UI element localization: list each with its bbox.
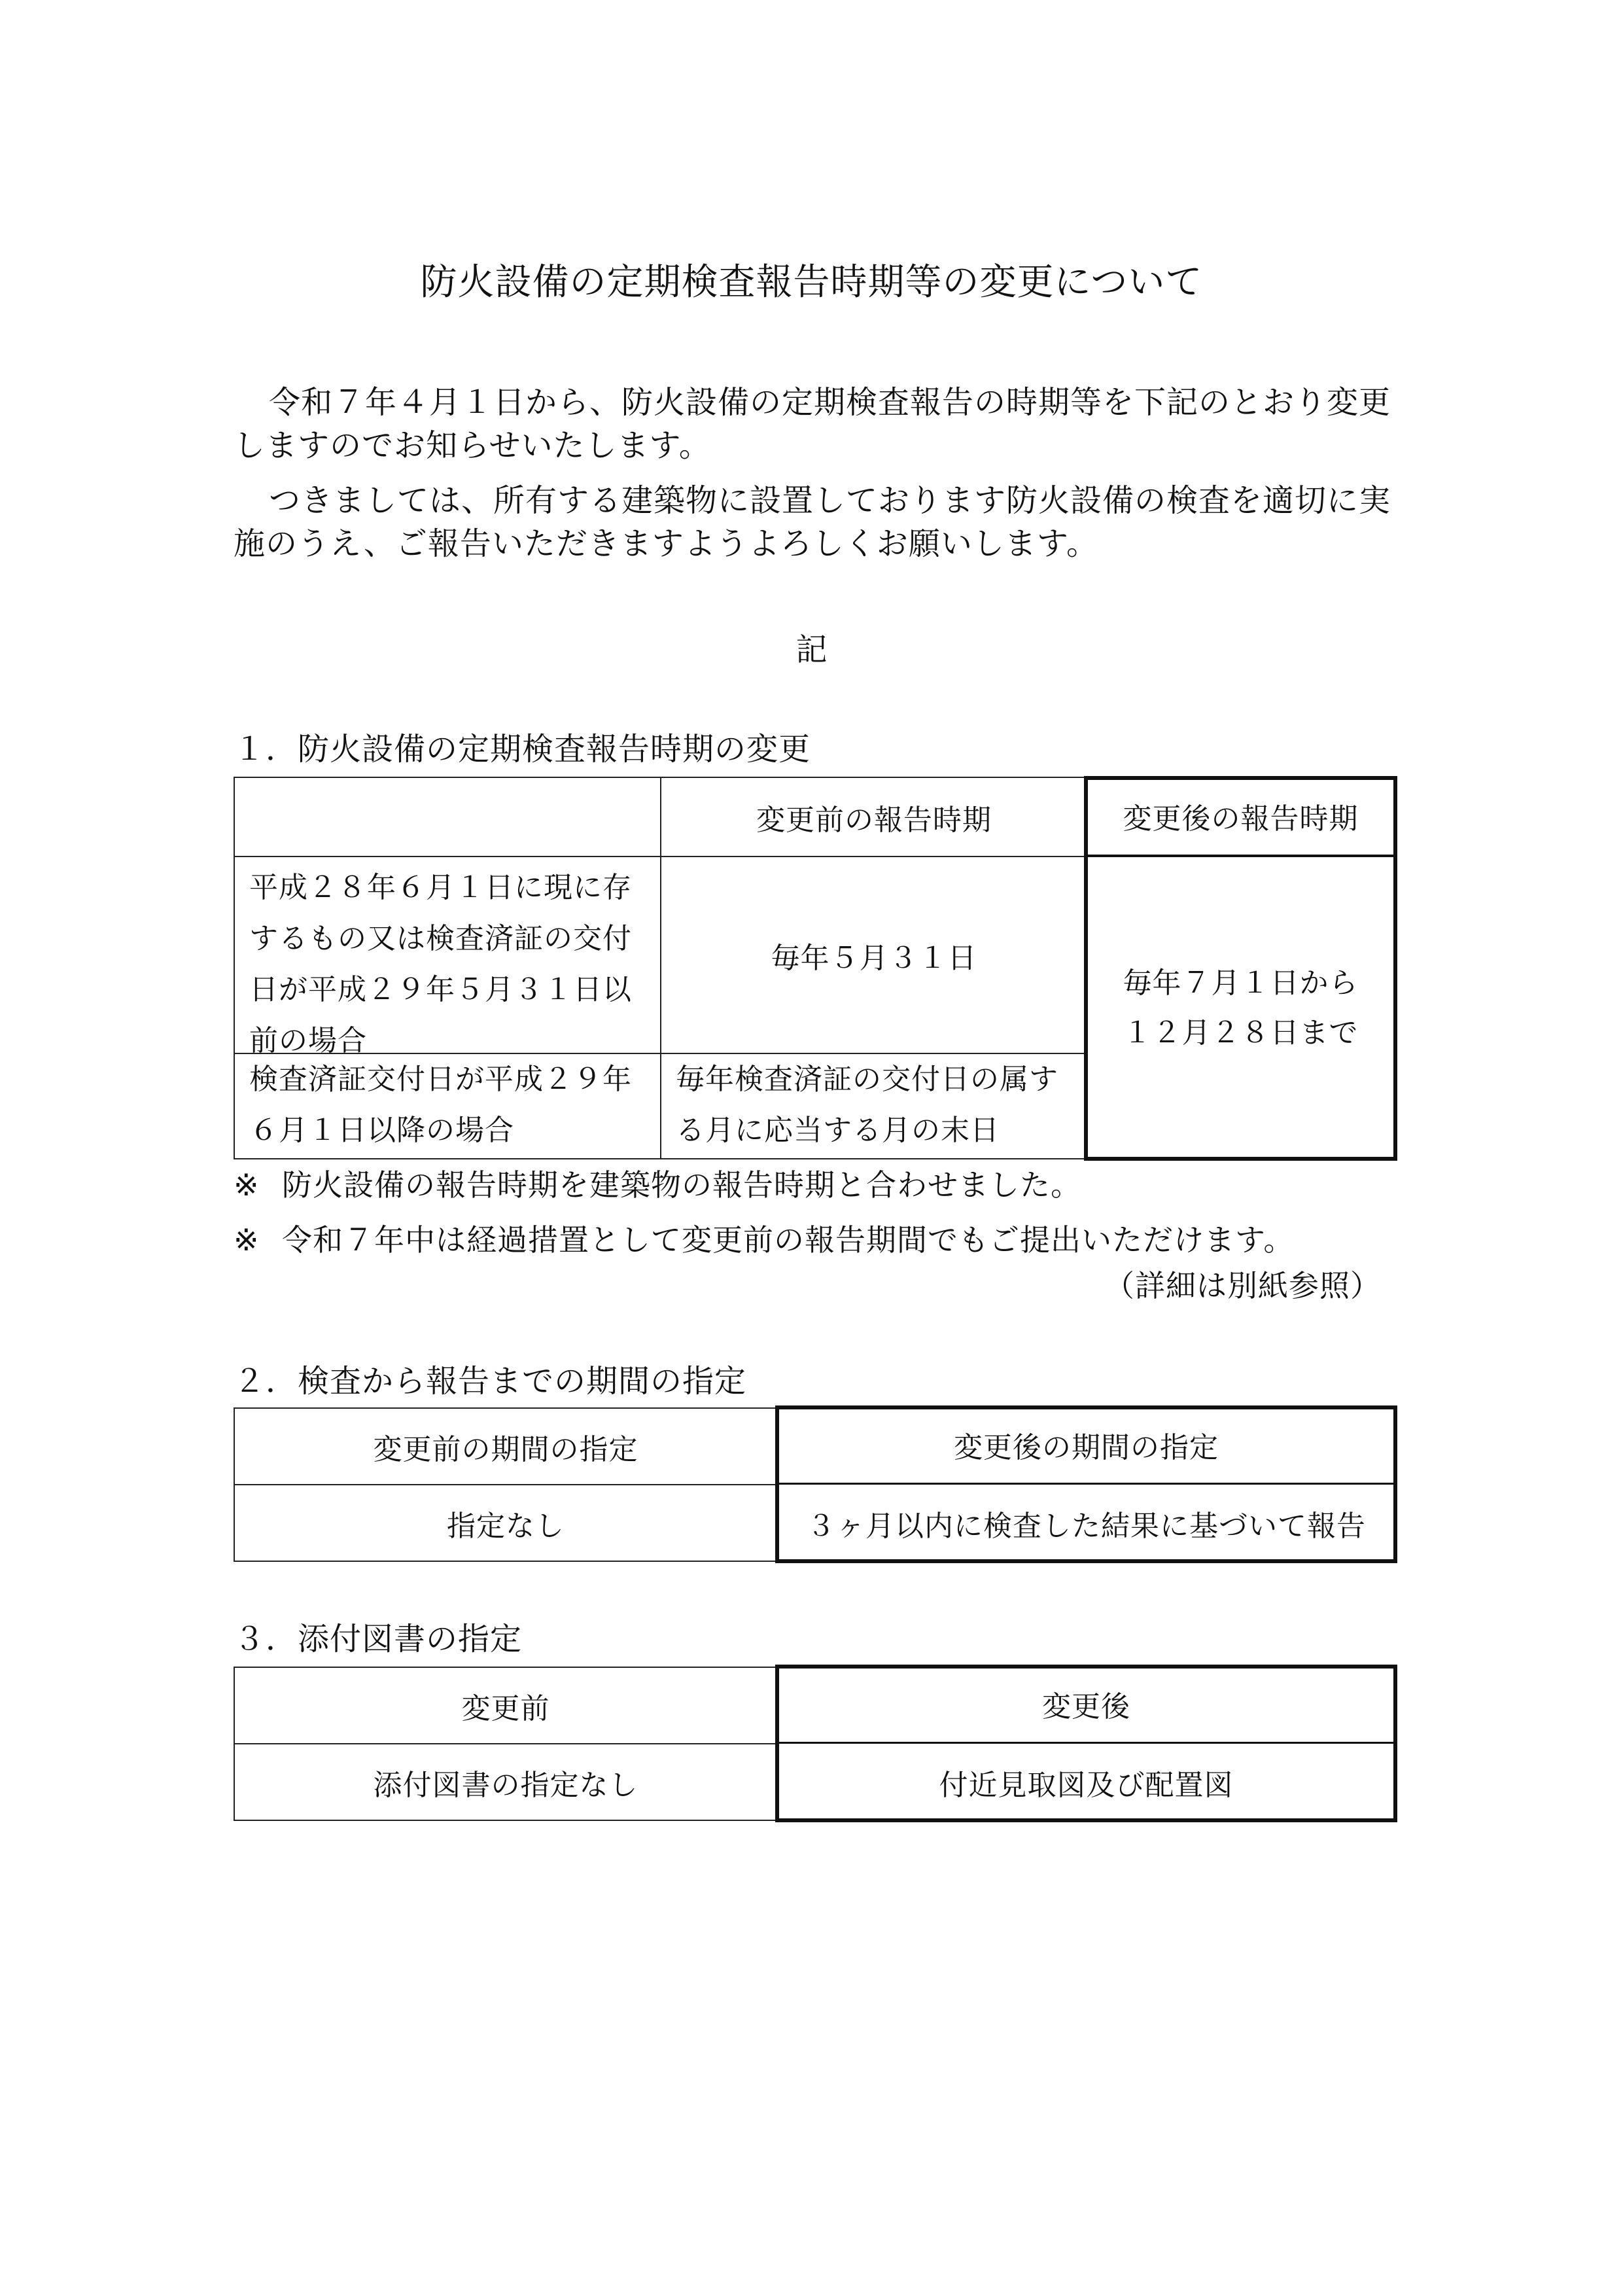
s1-after-value xyxy=(1084,857,1397,1159)
s1-row1-before: 毎年５月３１日 xyxy=(771,941,977,975)
section-3-heading: ３．添付図書の指定 xyxy=(234,1621,523,1657)
note-mark: ※ xyxy=(234,1167,260,1203)
s1-row2-before: 毎年検査済証の交付日の属する月に応当する月の末日 xyxy=(676,1063,1058,1147)
intro-paragraph-1 xyxy=(234,381,1398,467)
s2-header-before: 変更前の期間の指定 xyxy=(373,1432,638,1466)
note-2-text: 令和７年中は経過措置として変更前の報告期間でもご提出いただけます。 xyxy=(282,1222,1295,1258)
note-mark: ※ xyxy=(234,1222,260,1258)
s1-after-value-line1: 毎年７月１日から xyxy=(1123,966,1359,1000)
s1-header-after: 変更後の報告時期 xyxy=(1123,802,1359,836)
intro-paragraph-2-text: つきましては、所有する建築物に設置しております防火設備の検査を適切に実施のうえ、ご報告いただきますようよろしくお願いします。 xyxy=(234,482,1391,562)
note-1 xyxy=(234,1163,1081,1207)
s3-header-before: 変更前 xyxy=(461,1691,550,1725)
section-1-heading: １．防火設備の定期検査報告時期の変更 xyxy=(234,731,811,768)
s1-header-before: 変更前の報告時期 xyxy=(756,803,992,837)
s1-row1-condition: 平成２８年６月１日に現に存するもの又は検査済証の交付日が平成２９年５月３１日以前の場合 xyxy=(249,871,632,1057)
intro-paragraph-2 xyxy=(234,479,1398,565)
s2-header-after: 変更後の期間の指定 xyxy=(954,1430,1219,1464)
note-1-text: 防火設備の報告時期を建築物の報告時期と合わせました。 xyxy=(282,1167,1081,1203)
ki-label: 記 xyxy=(795,631,828,668)
document-title: 防火設備の定期検査報告時期等の変更について xyxy=(420,261,1203,304)
note-reference: （詳細は別紙参照） xyxy=(1104,1268,1381,1303)
section-2-heading: ２．検査から報告までの期間の指定 xyxy=(234,1363,747,1400)
s2-value-before: 指定なし xyxy=(447,1509,565,1543)
intro-paragraph-1-text: 令和７年４月１日から、防火設備の定期検査報告の時期等を下記のとおり変更しますのでお知らせいたします。 xyxy=(234,384,1391,464)
s1-after-value-line2: １２月２８日まで xyxy=(1123,1016,1359,1050)
s2-value-after: ３ヶ月以内に検査した結果に基づいて報告 xyxy=(807,1509,1366,1543)
note-2 xyxy=(234,1218,1294,1262)
s1-header-blank-cell xyxy=(234,777,661,857)
s3-header-after: 変更後 xyxy=(1042,1689,1130,1723)
s1-row2-condition: 検査済証交付日が平成２９年６月１日以降の場合 xyxy=(249,1063,632,1147)
s3-value-before: 添付図書の指定なし xyxy=(373,1768,638,1802)
s3-value-after: 付近見取図及び配置図 xyxy=(939,1768,1234,1802)
